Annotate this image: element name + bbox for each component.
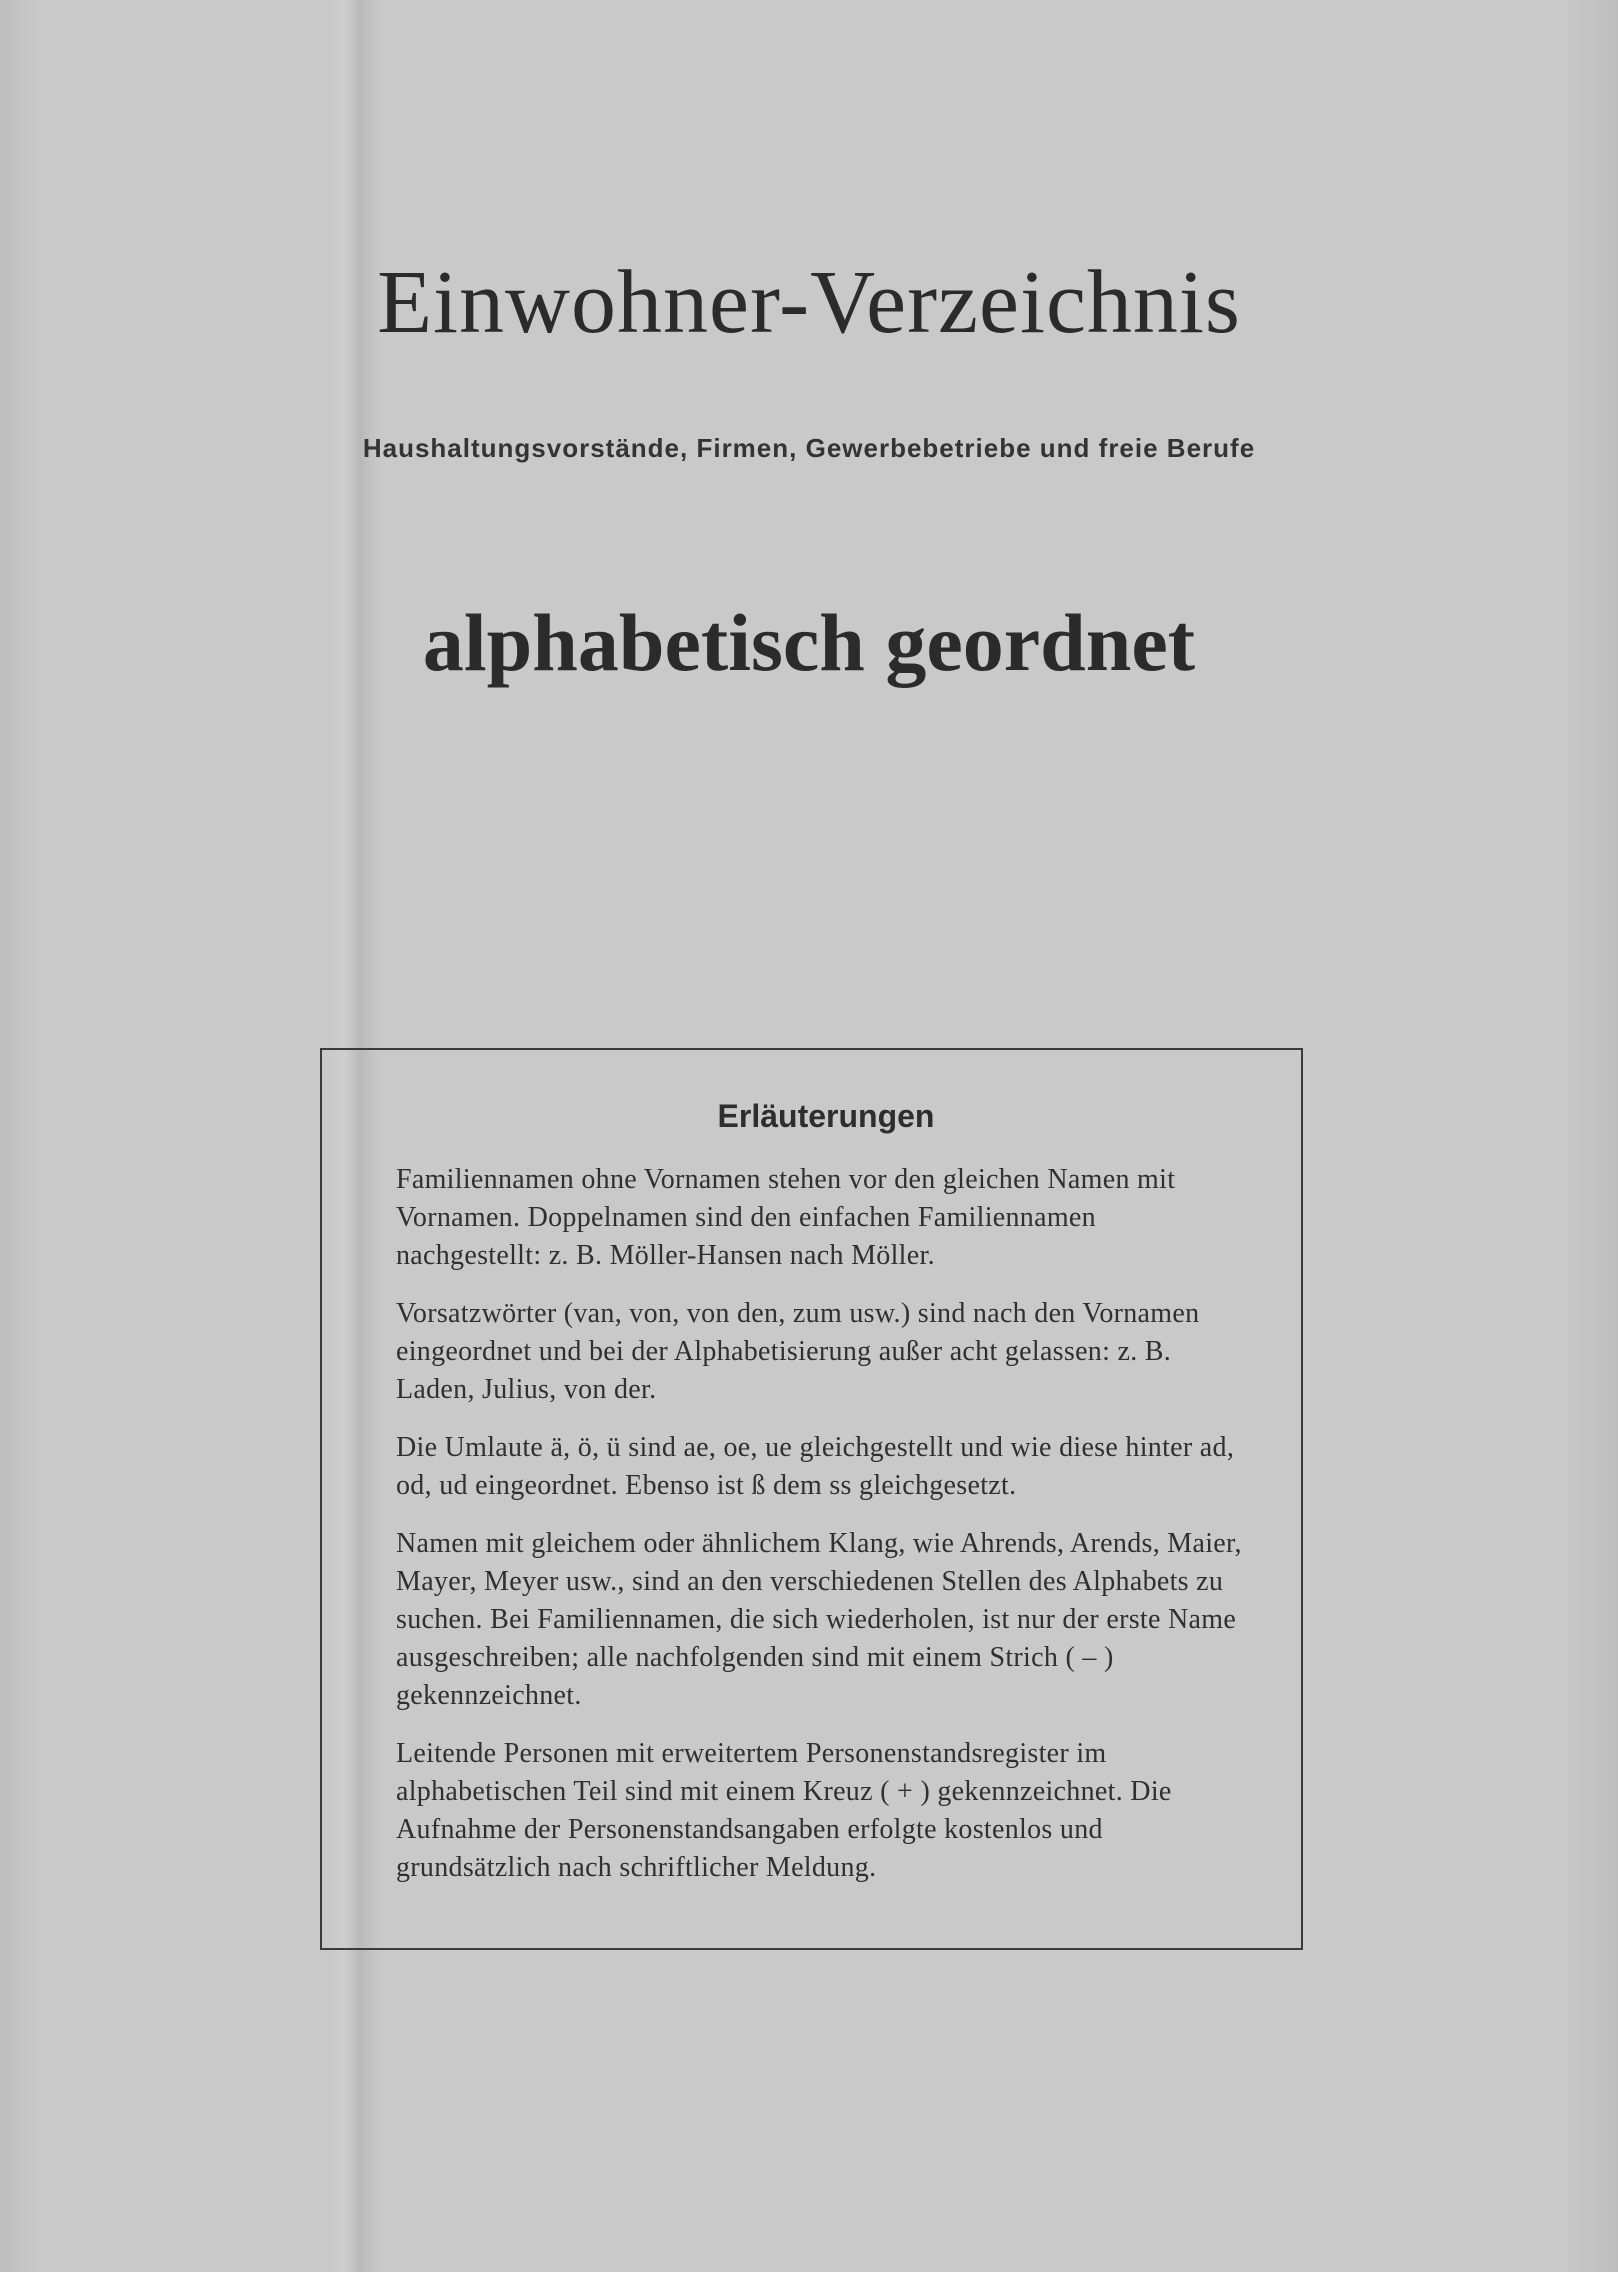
- explanations-content: [396, 1098, 1246, 1907]
- section-heading: alphabetisch geordnet: [422, 597, 1196, 688]
- explanation-paragraph-5: Leitende Personen mit erweitertem Personenstandsregister im alphabetischen Teil sind mit einem Kreuz ( + ) gekennzeichnet. Die Aufnahme der Personenstandsangaben erfolgte kostenlos und grundsätzlich nach schriftlicher Meldung.: [396, 1738, 1172, 1883]
- page-subtitle: Haushaltungsvorstände, Firmen, Gewerbebetriebe und freie Berufe: [362, 433, 1256, 463]
- explanation-paragraph-4: Namen mit gleichem oder ähnlichem Klang, wie Ahrends, Arends, Maier, Mayer, Meyer usw., sind an den verschiedenen Stellen des Alphabets zu suchen. Bei Familiennamen, die sich wiederholen, ist nur der erste Name ausgeschreiben; alle nachfolgenden sind mit einem Strich ( – ) gekennzeichnet.: [396, 1528, 1242, 1711]
- explanations-box: [320, 1048, 1303, 1950]
- explanation-paragraph-3: Die Umlaute ä, ö, ü sind ae, oe, ue gleichgestellt und wie diese hinter ad, od, ud eingeordnet. Ebenso ist ß dem ss gleichgesetzt.: [396, 1432, 1235, 1501]
- explanations-title: Erläuterungen: [717, 1098, 935, 1134]
- explanation-paragraph-2: Vorsatzwörter (van, von, von den, zum usw.) sind nach den Vornamen eingeordnet und bei der Alphabetisierung außer acht gelassen: z. B. Laden, Julius, von der.: [396, 1298, 1200, 1405]
- explanation-paragraph-1: Familiennamen ohne Vornamen stehen vor den gleichen Namen mit Vornamen. Doppelnamen sind den einfachen Familiennamen nachgestellt: z. B. Möller-Hansen nach Möller.: [396, 1164, 1176, 1271]
- page-title: Einwohner-Verzeichnis: [377, 253, 1241, 352]
